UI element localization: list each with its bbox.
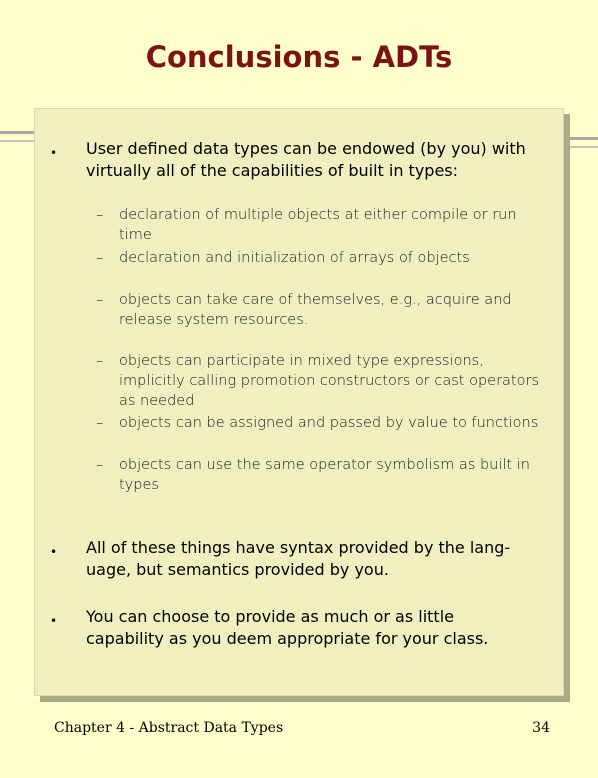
sub-text: objects can take care of themselves, e.g., acquire and release system resources. — [119, 292, 512, 328]
sub-marker: – — [96, 250, 104, 266]
footer-chapter: Chapter 4 - Abstract Data Types — [54, 720, 284, 736]
bullet-text: User defined data types can be endowed (by you) with virtually all of the capabilities of built in types: — [86, 139, 526, 180]
sub-text: declaration and initialization of arrays of objects — [119, 250, 470, 266]
sub-marker: – — [96, 207, 104, 223]
sub-text: declaration of multiple objects at either compile or run time — [119, 207, 517, 243]
left-rule-top — [0, 131, 36, 134]
bullet-marker: • — [50, 545, 58, 559]
right-rule-bottom — [567, 146, 598, 148]
sub-marker: – — [96, 353, 104, 369]
footer-page-number: 34 — [532, 720, 550, 736]
sub-marker: – — [96, 292, 104, 308]
sub-text: objects can use the same operator symbolism as built in types — [119, 457, 530, 493]
slide-title: Conclusions - ADTs — [145, 40, 453, 74]
bullet-marker: • — [50, 614, 58, 628]
sub-marker: – — [96, 415, 104, 431]
bullet-text: All of these things have syntax provided by the lang-uage, but semantics provided by you. — [86, 538, 511, 579]
sub-marker: – — [96, 457, 104, 473]
sub-text: objects can participate in mixed type expressions, implicitly calling promotion constructors or cast operators as needed — [119, 353, 540, 409]
bullet-text: You can choose to provide as much or as little capability as you deem appropriate for your class. — [86, 607, 489, 648]
left-rule-bottom — [0, 140, 36, 142]
sub-text: objects can be assigned and passed by value to functions — [119, 415, 539, 431]
right-rule-top — [567, 137, 598, 140]
bullet-marker: • — [50, 146, 58, 160]
